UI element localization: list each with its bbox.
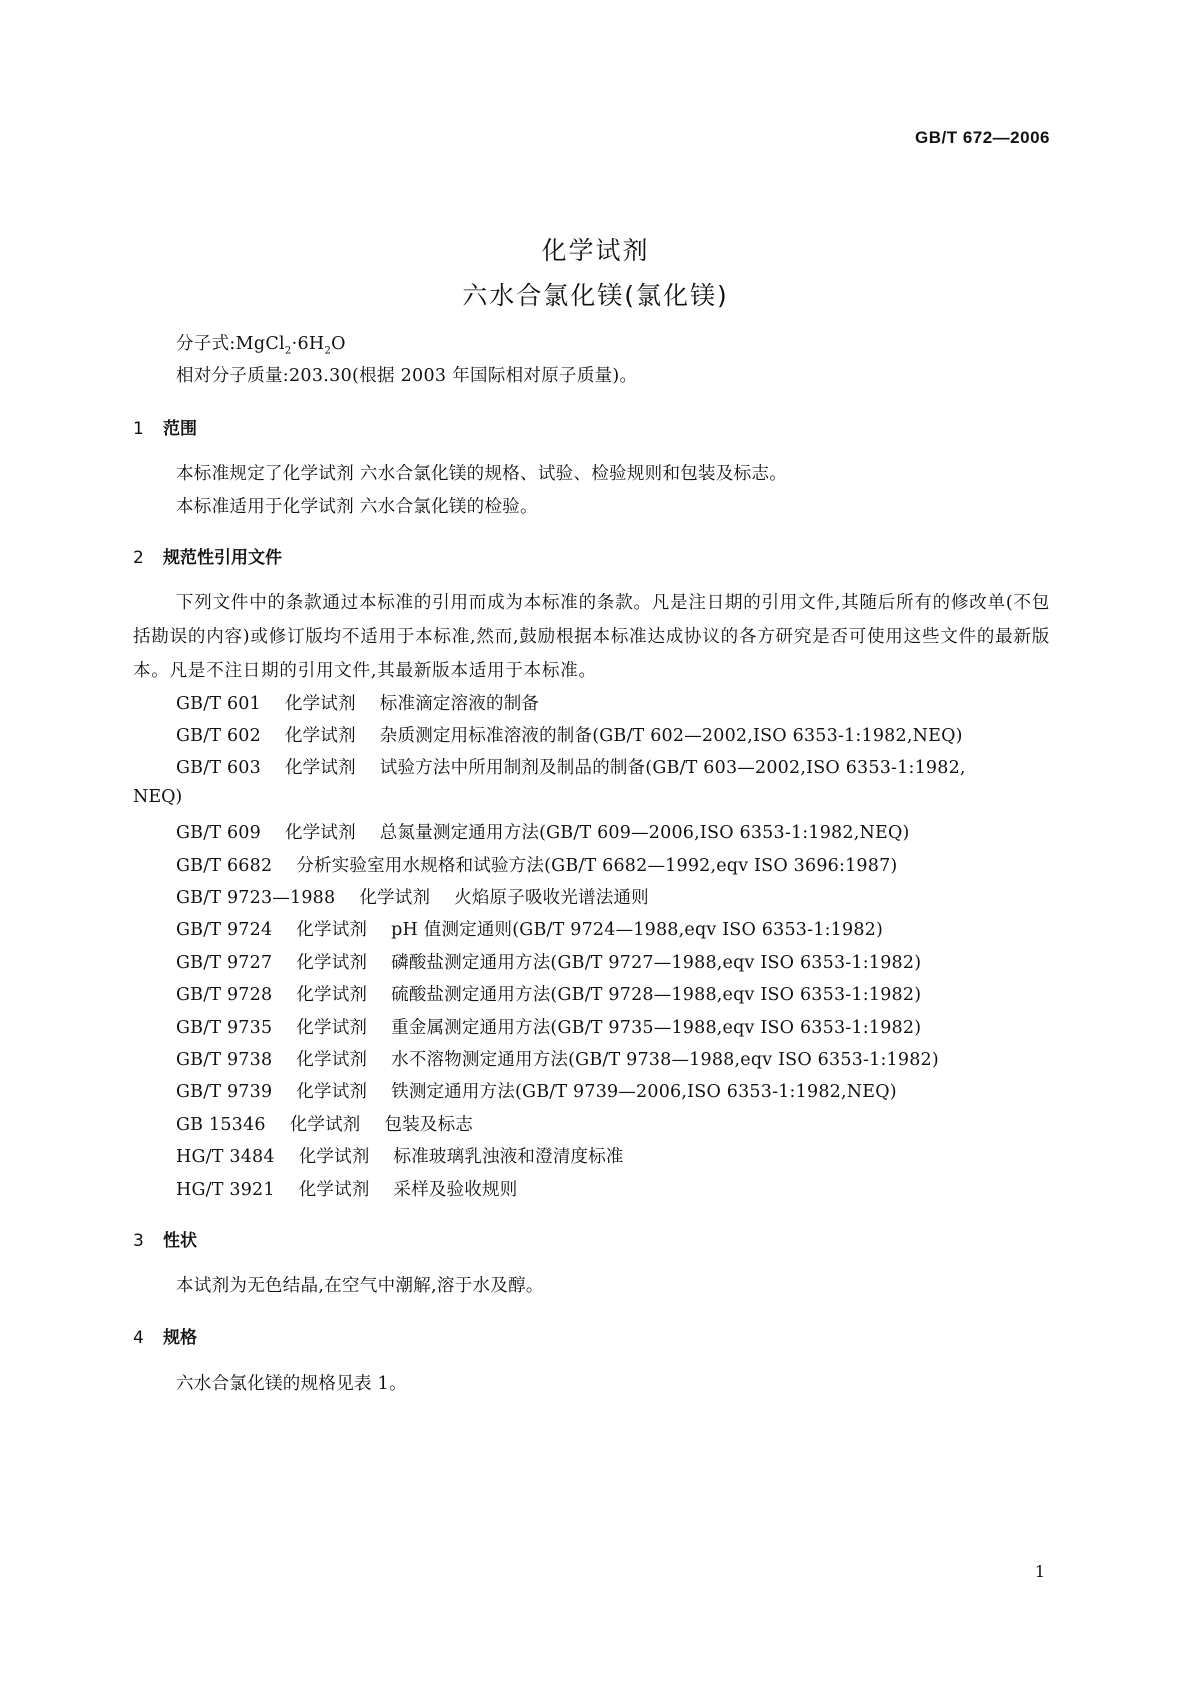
reference-item <box>176 1176 517 1201</box>
ref-desc: pH 值测定通则(GB/T 9724—1988,eqv ISO 6353-1:1982) <box>391 920 884 940</box>
section-3-heading <box>133 1226 197 1251</box>
ref-desc: 采样及验收规则 <box>393 1180 518 1200</box>
ref-name: 化学试剂 <box>359 888 431 908</box>
ref-code: GB/T 9723—1988 <box>176 888 336 908</box>
ref-desc: 包装及标志 <box>384 1115 473 1135</box>
ref-name: 化学试剂 <box>296 920 368 940</box>
reference-item <box>176 1014 921 1039</box>
reference-item <box>176 852 897 877</box>
section-title: 范围 <box>163 419 197 439</box>
ref-name: 化学试剂 <box>289 1115 361 1135</box>
molecular-mass: 相对分子质量:203.30(根据 2003 年国际相对原子质量)。 <box>176 366 638 386</box>
ref-desc: 总氮量测定通用方法(GB/T 609—2006,ISO 6353-1:1982,NEQ) <box>379 823 910 843</box>
reference-item <box>176 690 539 715</box>
ref-name: 化学试剂 <box>284 758 356 778</box>
ref-name: 化学试剂 <box>284 694 356 714</box>
reference-item <box>176 1143 624 1168</box>
section-number: 4 <box>133 1328 144 1348</box>
section-title: 性状 <box>163 1231 197 1251</box>
ref-code: GB/T 609 <box>176 823 261 843</box>
formula-prefix: 分子式:MgCl <box>176 334 285 354</box>
ref-name: 化学试剂 <box>296 1018 368 1038</box>
ref-desc: 重金属测定通用方法(GB/T 9735—1988,eqv ISO 6353-1:1982) <box>391 1018 922 1038</box>
ref-code: GB/T 602 <box>176 726 261 746</box>
ref-desc: 铁测定通用方法(GB/T 9739—2006,ISO 6353-1:1982,NEQ) <box>391 1082 897 1102</box>
ref-code: GB 15346 <box>176 1115 266 1135</box>
formula-mid: ·6H <box>291 334 325 354</box>
ref-desc: 杂质测定用标准溶液的制备(GB/T 602—2002,ISO 6353-1:1982,NEQ) <box>379 726 963 746</box>
ref-code: HG/T 3484 <box>176 1147 275 1167</box>
molecular-formula <box>176 330 346 357</box>
section-3-paragraph: 本试剂为无色结晶,在空气中潮解,溶于水及醇。 <box>176 1276 544 1296</box>
ref-code: GB/T 6682 <box>176 856 273 876</box>
reference-continuation: NEQ) <box>133 787 183 807</box>
section-4-heading <box>133 1323 197 1348</box>
formula-suffix: O <box>331 334 346 354</box>
section-title: 规格 <box>163 1328 197 1348</box>
standard-code: GB/T 672—2006 <box>914 128 1050 147</box>
title-line-1: 化学试剂 <box>541 236 650 265</box>
formula-subscript-1: 2 <box>284 345 292 357</box>
ref-code: GB/T 9735 <box>176 1018 273 1038</box>
ref-name: 化学试剂 <box>296 985 368 1005</box>
section-number: 3 <box>133 1231 144 1251</box>
section-1-heading <box>133 414 197 439</box>
ref-desc: 标准滴定溶液的制备 <box>379 694 540 714</box>
ref-name: 化学试剂 <box>284 823 356 843</box>
ref-desc: 试验方法中所用制剂及制品的制备(GB/T 603—2002,ISO 6353-1:1982, <box>379 758 966 778</box>
ref-desc: 火焰原子吸收光谱法通则 <box>454 888 649 908</box>
section-title: 规范性引用文件 <box>163 548 282 568</box>
section-1-paragraph-1: 本标准规定了化学试剂 六水合氯化镁的规格、试验、检验规则和包装及标志。 <box>176 464 788 484</box>
ref-name: 化学试剂 <box>296 1082 368 1102</box>
title-line-2: 六水合氯化镁(氯化镁) <box>462 281 729 310</box>
ref-desc: 硫酸盐测定通用方法(GB/T 9728—1988,eqv ISO 6353-1:1982) <box>391 985 922 1005</box>
section-number: 2 <box>133 548 144 568</box>
ref-desc: 分析实验室用水规格和试验方法(GB/T 6682—1992,eqv ISO 3696:1987) <box>296 856 898 876</box>
section-number: 1 <box>133 419 144 439</box>
reference-item <box>176 981 921 1006</box>
ref-code: GB/T 601 <box>176 694 261 714</box>
section-4-paragraph: 六水合氯化镁的规格见表 1。 <box>176 1374 407 1394</box>
reference-item <box>176 884 649 909</box>
ref-code: GB/T 9724 <box>176 920 273 940</box>
section-2-intro: 下列文件中的条款通过本标准的引用而成为本标准的条款。凡是注日期的引用文件,其随后所有的修改单(不包括勘误的内容)或修订版均不适用于本标准,然而,鼓励根据本标准达成协议的各方研究是否可使用这些文件的最新版本。凡是不注日期的引用文件,其最新版本适用于本标准。 <box>133 593 1051 681</box>
section-2-heading <box>133 543 282 568</box>
ref-code: GB/T 9727 <box>176 953 273 973</box>
reference-item <box>176 1111 473 1136</box>
ref-name: 化学试剂 <box>298 1180 370 1200</box>
reference-item <box>176 722 963 747</box>
section-1-paragraph-2: 本标准适用于化学试剂 六水合氯化镁的检验。 <box>176 497 538 517</box>
ref-code: HG/T 3921 <box>176 1180 275 1200</box>
ref-code: GB/T 603 <box>176 758 261 778</box>
ref-code: GB/T 9738 <box>176 1050 273 1070</box>
reference-item <box>176 916 883 941</box>
ref-name: 化学试剂 <box>284 726 356 746</box>
reference-item <box>176 1046 939 1071</box>
ref-name: 化学试剂 <box>298 1147 370 1167</box>
formula-subscript-2: 2 <box>324 345 332 357</box>
reference-item <box>176 949 921 974</box>
ref-desc: 标准玻璃乳浊液和澄清度标准 <box>393 1147 624 1167</box>
ref-code: GB/T 9739 <box>176 1082 273 1102</box>
ref-name: 化学试剂 <box>296 953 368 973</box>
reference-item <box>176 819 910 844</box>
ref-code: GB/T 9728 <box>176 985 273 1005</box>
ref-desc: 磷酸盐测定通用方法(GB/T 9727—1988,eqv ISO 6353-1:1982) <box>391 953 922 973</box>
reference-item <box>176 1078 897 1103</box>
ref-name: 化学试剂 <box>296 1050 368 1070</box>
ref-desc: 水不溶物测定通用方法(GB/T 9738—1988,eqv ISO 6353-1:1982) <box>391 1050 939 1070</box>
page-number: 1 <box>1034 1562 1045 1581</box>
reference-item <box>176 754 966 779</box>
